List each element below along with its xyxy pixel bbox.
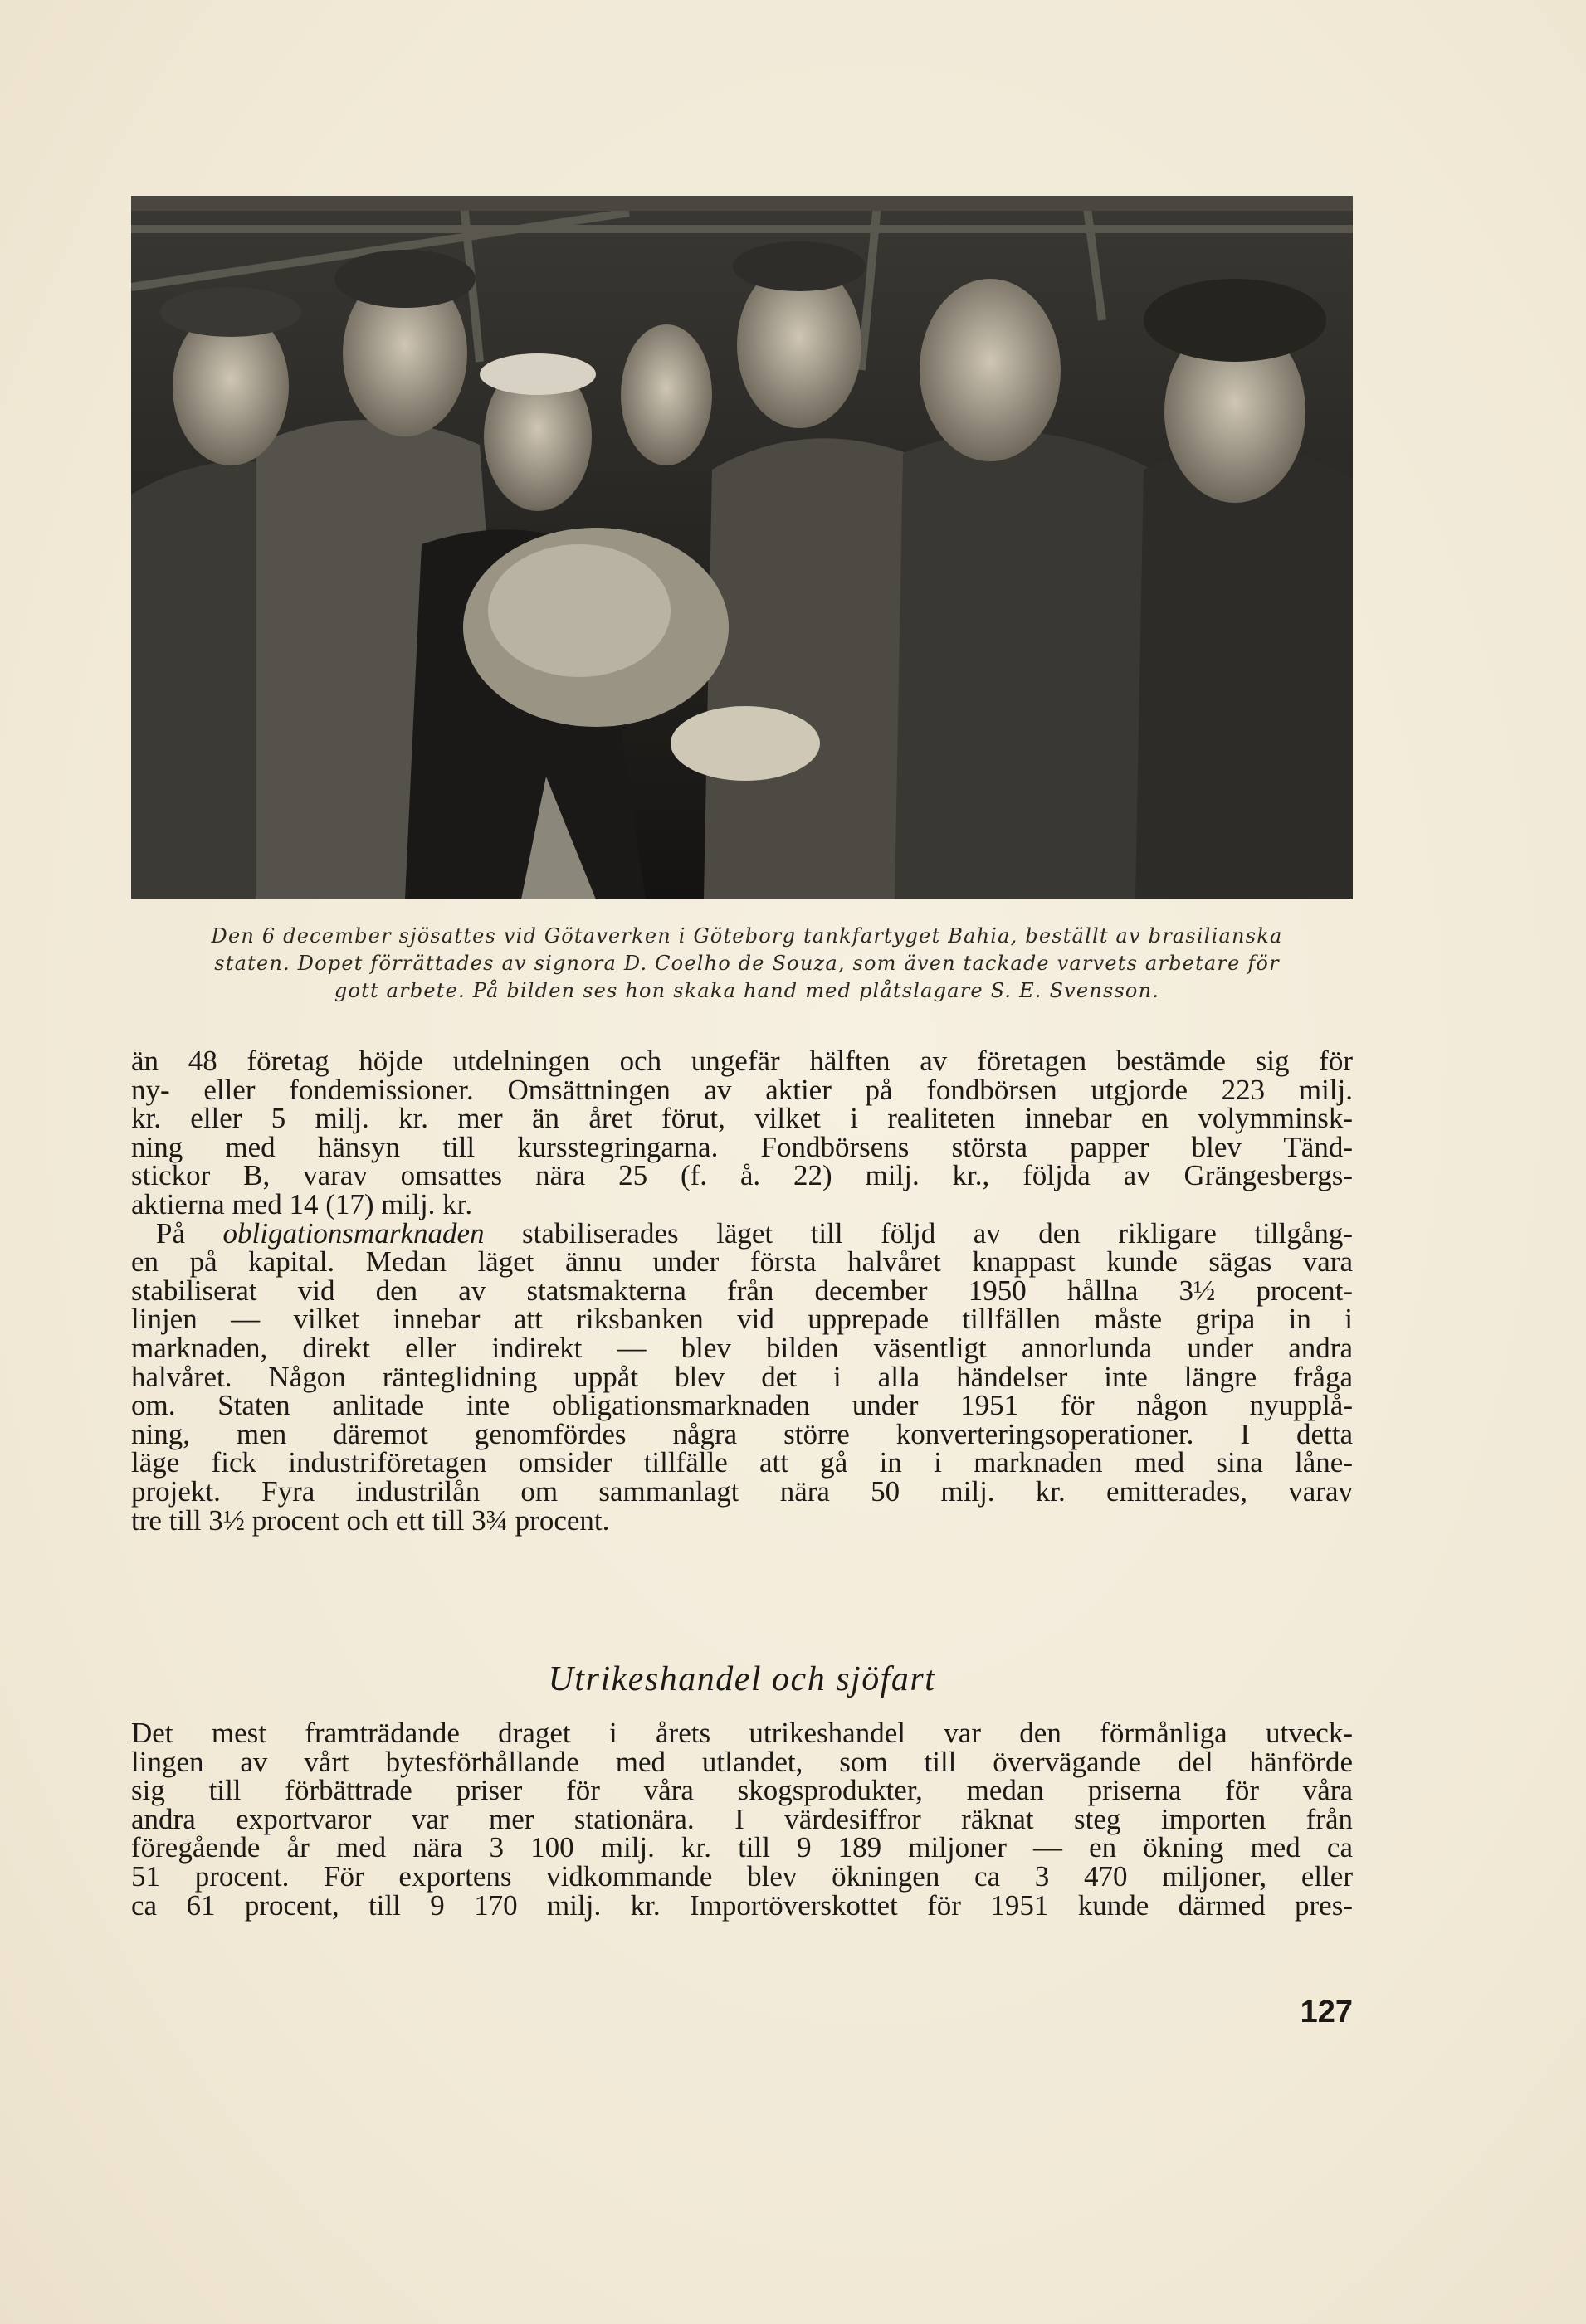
text-fragment: stabiliserades läget till följd av den rikligare tillgång- [484,1216,1354,1250]
text-line: stickor B, varav omsattes nära 25 (f. å. 22) milj. kr., följda av Grängesbergs- [131,1159,1353,1192]
text-line [131,1216,1354,1250]
text-line: projekt. Fyra industrilån om sammanlagt nära 50 milj. kr. emitterades, varav [131,1474,1353,1508]
text-line: linjen — vilket innebar att riksbanken vid upprepade tillfällen måste gripa in i [131,1303,1353,1336]
text-line: ning, men däremot genomfördes några större konverteringsoperationer. I detta [131,1417,1353,1450]
text-line: aktierna med 14 (17) milj. kr. [131,1187,473,1220]
text-line: om. Staten anlitade inte obligationsmarknaden under 1951 för någon nyupplå- [131,1389,1353,1422]
text-line: ning med hänsyn till kursstegringarna. Fondbörsens största papper blev Tänd- [131,1130,1353,1163]
page-number: 127 [1300,1995,1353,2029]
text-line: än 48 företag höjde utdelningen och ungefär hälften av företagen bestämde sig för [131,1045,1353,1077]
text-line: marknaden, direkt eller indirekt — blev bilden väsentligt annorlunda under andra [131,1331,1353,1364]
section-text [131,1719,1353,1920]
text-line: andra exportvaror var mer stationära. I värdesiffror räknat steg importen från [131,1802,1353,1835]
text-line: halvåret. Någon ränteglidning uppåt blev det i alla händelser inte längre fråga [131,1360,1353,1393]
text-line: läge fick industriföretagen omsider tillfälle att gå in i marknaden med sina låne- [131,1446,1353,1479]
caption-line: Den 6 december sjösattes vid Götaverken i Göteborg tankfartyget Bahia, beställt av brasilianska [211,924,1283,948]
text-fragment: På [156,1216,223,1250]
photograph [131,196,1353,899]
photo-caption [124,923,1369,1005]
text-line: tre till 3½ procent och ett till 3¾ procent. [131,1503,610,1537]
text-line: 51 procent. För exportens vidkommande blev ökningen ca 3 470 miljoner, eller [131,1859,1353,1893]
text-line: ca 61 procent, till 9 170 milj. kr. Importöverskottet för 1951 kunde därmed pres- [131,1888,1353,1922]
text-line: en på kapital. Medan läget ännu under första halvåret knappast kunde sägas vara [131,1245,1353,1279]
caption-line: staten. Dopet förrättades av signora D. Coelho de Souza, som även tackade varvets arbetare för [214,952,1280,975]
caption-line: gott arbete. På bilden ses hon skaka hand med plåtslagare S. E. Svensson. [334,979,1160,1002]
text-line: lingen av vårt bytesförhållande med utlandet, som till övervägande del hänförde [131,1745,1353,1778]
text-line: ny- eller fondemissioner. Omsättningen av aktier på fondbörsen utgjorde 223 milj. [131,1073,1353,1106]
body-text [131,1047,1353,1535]
photograph-ship-launch-crowd-icon [131,196,1353,899]
text-line: sig till förbättrade priser för våra skogsprodukter, medan priserna för våra [131,1774,1353,1807]
text-line: föregående år med nära 3 100 milj. kr. till 9 189 miljoner — en ökning med ca [131,1831,1353,1864]
emphasized-term: obligationsmarknaden [222,1216,485,1250]
text-line: stabiliserat vid den av statsmakterna från december 1950 hållna 3½ procent- [131,1274,1353,1307]
text-line: Det mest framträdande draget i årets utrikeshandel var den förmånliga utveck- [131,1717,1353,1749]
text-line: kr. eller 5 milj. kr. mer än året förut, vilket i realiteten innebar en volymminsk- [131,1102,1353,1135]
section-heading: Utrikeshandel och sjöfart [548,1660,936,1698]
